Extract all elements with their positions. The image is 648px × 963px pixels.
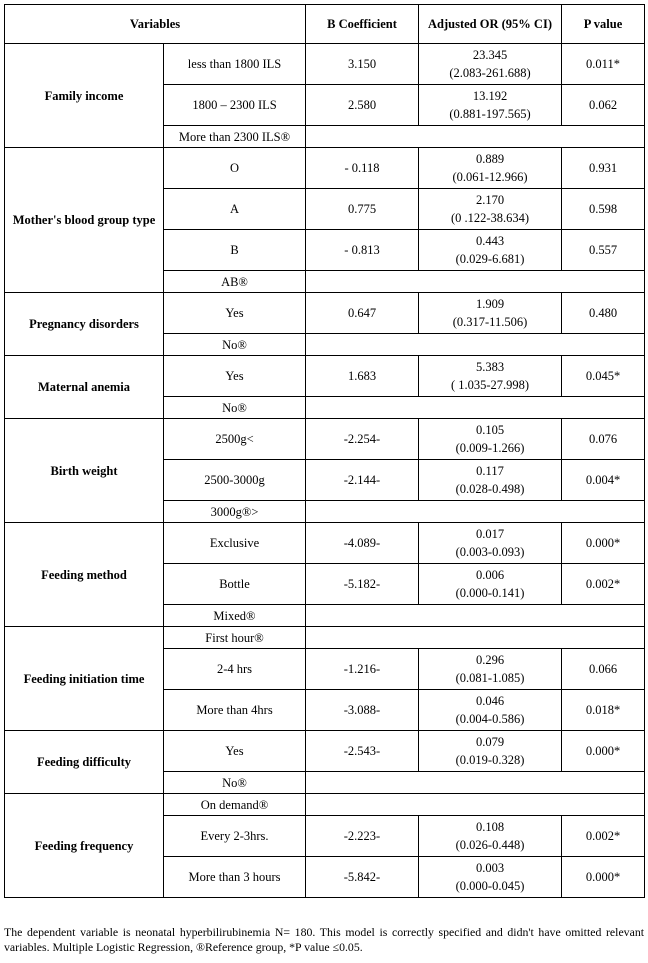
reference-category: No®: [164, 334, 306, 356]
p-value: 0.000*: [562, 731, 645, 772]
adjusted-or-cell: [419, 731, 562, 772]
empty-cell: [306, 397, 645, 419]
adjusted-or-cell: [419, 148, 562, 189]
header-b-coefficient: B Coefficient: [306, 5, 419, 44]
variable-name: Family income: [5, 44, 164, 148]
odds-ratio-value: 0.889: [475, 152, 505, 166]
regression-table: [4, 4, 645, 898]
table-row: [5, 523, 645, 564]
p-value: 0.557: [562, 230, 645, 271]
variable-name: Feeding difficulty: [5, 731, 164, 794]
odds-ratio-value: 13.192: [472, 89, 508, 103]
odds-ratio-value: 0.105: [475, 423, 505, 437]
empty-cell: [306, 627, 645, 649]
category-label: 1800 – 2300 ILS: [164, 85, 306, 126]
confidence-interval-value: (0 .122-38.634): [450, 211, 530, 225]
confidence-interval-value: (0.000-0.141): [455, 586, 525, 600]
adjusted-or-cell: [419, 230, 562, 271]
empty-cell: [306, 334, 645, 356]
odds-ratio-value: 0.117: [476, 464, 504, 478]
category-label: More than 4hrs: [164, 690, 306, 731]
reference-category: No®: [164, 772, 306, 794]
category-label: Every 2-3hrs.: [164, 816, 306, 857]
p-value: 0.045*: [562, 356, 645, 397]
header-variables: Variables: [5, 5, 306, 44]
adjusted-or-cell: [419, 356, 562, 397]
header-adjusted-or: Adjusted OR (95% CI): [419, 5, 562, 44]
b-coefficient-value: 0.775: [306, 189, 419, 230]
category-label: less than 1800 ILS: [164, 44, 306, 85]
b-coefficient-value: -1.216-: [306, 649, 419, 690]
adjusted-or-cell: [419, 816, 562, 857]
header-p-value: P value: [562, 5, 645, 44]
p-value: 0.062: [562, 85, 645, 126]
adjusted-or-cell: [419, 85, 562, 126]
b-coefficient-value: -4.089-: [306, 523, 419, 564]
confidence-interval-value: (0.317-11.506): [452, 315, 528, 329]
table-row: [5, 627, 645, 649]
p-value: 0.931: [562, 148, 645, 189]
table-row: [5, 293, 645, 334]
empty-cell: [306, 271, 645, 293]
category-label: O: [164, 148, 306, 189]
variable-name: Feeding frequency: [5, 794, 164, 898]
adjusted-or-cell: [419, 690, 562, 731]
reference-category: No®: [164, 397, 306, 419]
empty-cell: [306, 126, 645, 148]
b-coefficient-value: 1.683: [306, 356, 419, 397]
adjusted-or-cell: [419, 460, 562, 501]
category-label: Yes: [164, 293, 306, 334]
b-coefficient-value: -2.543-: [306, 731, 419, 772]
confidence-interval-value: (0.026-0.448): [455, 838, 525, 852]
variable-name: Feeding method: [5, 523, 164, 627]
p-value: 0.002*: [562, 564, 645, 605]
odds-ratio-value: 0.443: [475, 234, 505, 248]
variable-name: Maternal anemia: [5, 356, 164, 419]
category-label: 2500-3000g: [164, 460, 306, 501]
adjusted-or-cell: [419, 189, 562, 230]
b-coefficient-value: -2.144-: [306, 460, 419, 501]
p-value: 0.000*: [562, 523, 645, 564]
empty-cell: [306, 794, 645, 816]
confidence-interval-value: (2.083-261.688): [449, 66, 531, 80]
category-label: More than 3 hours: [164, 857, 306, 898]
category-label: Bottle: [164, 564, 306, 605]
p-value: 0.002*: [562, 816, 645, 857]
reference-category: 3000g®>: [164, 501, 306, 523]
table-row: [5, 419, 645, 460]
confidence-interval-value: (0.061-12.966): [452, 170, 528, 184]
reference-category: Mixed®: [164, 605, 306, 627]
b-coefficient-value: 2.580: [306, 85, 419, 126]
odds-ratio-value: 23.345: [472, 48, 508, 62]
category-label: B: [164, 230, 306, 271]
b-coefficient-value: -2.254-: [306, 419, 419, 460]
table-row: [5, 356, 645, 397]
odds-ratio-value: 0.017: [475, 527, 505, 541]
adjusted-or-cell: [419, 564, 562, 605]
confidence-interval-value: ( 1.035-27.998): [450, 378, 530, 392]
confidence-interval-value: (0.019-0.328): [455, 753, 525, 767]
empty-cell: [306, 772, 645, 794]
b-coefficient-value: - 0.813: [306, 230, 419, 271]
reference-category: First hour®: [164, 627, 306, 649]
category-label: 2-4 hrs: [164, 649, 306, 690]
category-label: Exclusive: [164, 523, 306, 564]
confidence-interval-value: (0.004-0.586): [455, 712, 525, 726]
empty-cell: [306, 501, 645, 523]
empty-cell: [306, 605, 645, 627]
variable-name: Mother's blood group type: [5, 148, 164, 293]
reference-category: AB®: [164, 271, 306, 293]
confidence-interval-value: (0.003-0.093): [455, 545, 525, 559]
table-row: [5, 148, 645, 189]
confidence-interval-value: (0.028-0.498): [455, 482, 525, 496]
reference-category: On demand®: [164, 794, 306, 816]
b-coefficient-value: -3.088-: [306, 690, 419, 731]
confidence-interval-value: (0.081-1.085): [455, 671, 525, 685]
adjusted-or-cell: [419, 419, 562, 460]
confidence-interval-value: (0.029-6.681): [455, 252, 525, 266]
adjusted-or-cell: [419, 857, 562, 898]
p-value: 0.598: [562, 189, 645, 230]
confidence-interval-value: (0.000-0.045): [455, 879, 525, 893]
odds-ratio-value: 0.079: [475, 735, 505, 749]
b-coefficient-value: -5.842-: [306, 857, 419, 898]
adjusted-or-cell: [419, 523, 562, 564]
p-value: 0.066: [562, 649, 645, 690]
odds-ratio-value: 1.909: [475, 297, 505, 311]
b-coefficient-value: 3.150: [306, 44, 419, 85]
confidence-interval-value: (0.881-197.565): [449, 107, 531, 121]
variable-name: Feeding initiation time: [5, 627, 164, 731]
b-coefficient-value: - 0.118: [306, 148, 419, 189]
category-label: Yes: [164, 356, 306, 397]
header-row: [5, 5, 645, 44]
odds-ratio-value: 0.003: [475, 861, 505, 875]
adjusted-or-cell: [419, 44, 562, 85]
reference-category: More than 2300 ILS®: [164, 126, 306, 148]
category-label: A: [164, 189, 306, 230]
adjusted-or-cell: [419, 649, 562, 690]
variable-name: Birth weight: [5, 419, 164, 523]
p-value: 0.076: [562, 419, 645, 460]
p-value: 0.004*: [562, 460, 645, 501]
category-label: Yes: [164, 731, 306, 772]
table-footnote: The dependent variable is neonatal hyperbilirubinemia N= 180. This model is correctly specified and didn't have omitted relevant variables. Multiple Logistic Regression, ®Reference group, *P value ≤0.05.: [4, 925, 644, 954]
table-row: [5, 794, 645, 816]
category-label: 2500g<: [164, 419, 306, 460]
b-coefficient-value: -2.223-: [306, 816, 419, 857]
p-value: 0.480: [562, 293, 645, 334]
b-coefficient-value: -5.182-: [306, 564, 419, 605]
odds-ratio-value: 0.108: [475, 820, 505, 834]
b-coefficient-value: 0.647: [306, 293, 419, 334]
table-row: [5, 44, 645, 85]
p-value: 0.018*: [562, 690, 645, 731]
odds-ratio-value: 0.296: [475, 653, 505, 667]
variable-name: Pregnancy disorders: [5, 293, 164, 356]
odds-ratio-value: 0.046: [475, 694, 505, 708]
table-row: [5, 731, 645, 772]
p-value: 0.000*: [562, 857, 645, 898]
odds-ratio-value: 0.006: [475, 568, 505, 582]
p-value: 0.011*: [562, 44, 645, 85]
adjusted-or-cell: [419, 293, 562, 334]
odds-ratio-value: 2.170: [475, 193, 505, 207]
odds-ratio-value: 5.383: [475, 360, 505, 374]
confidence-interval-value: (0.009-1.266): [455, 441, 525, 455]
